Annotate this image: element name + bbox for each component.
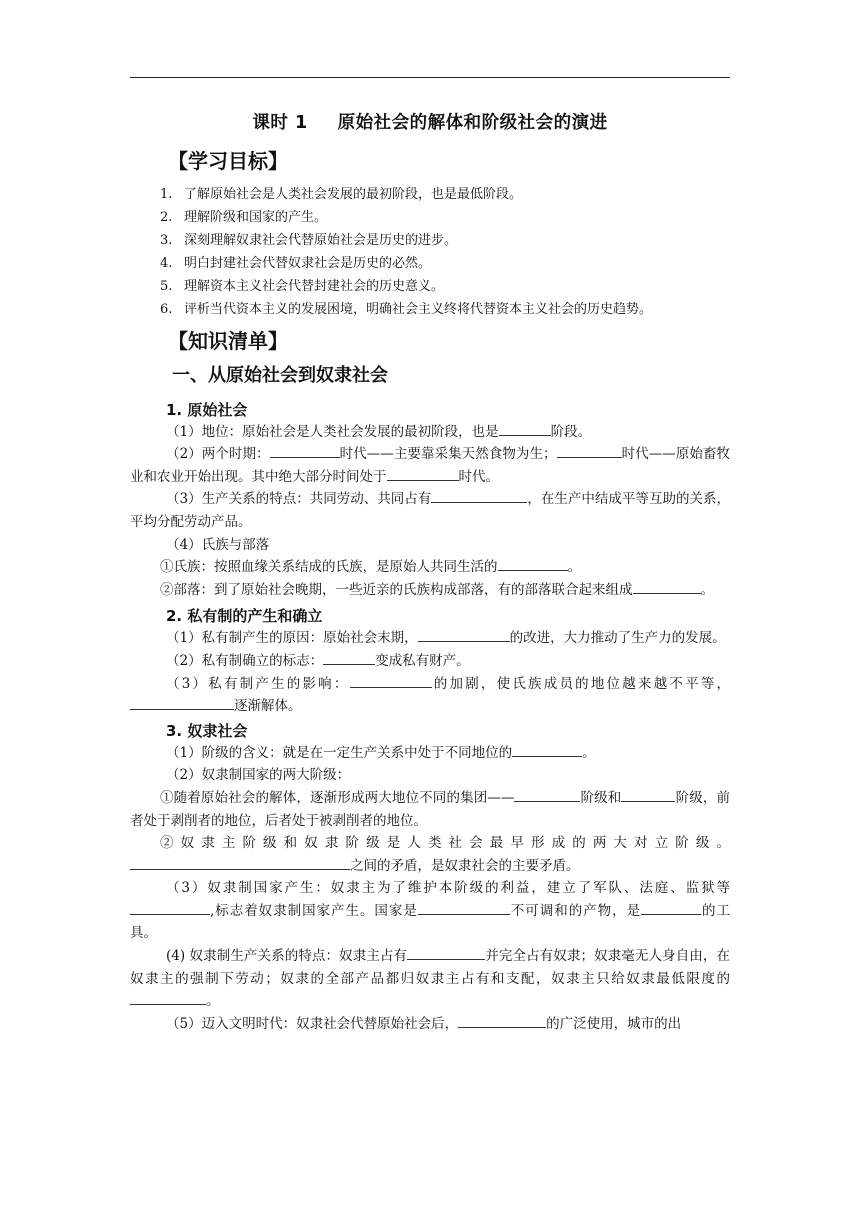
fill-blank[interactable] bbox=[270, 443, 340, 458]
fill-blank[interactable] bbox=[418, 900, 510, 915]
paragraph: ①随着原始社会的解体，逐渐形成两大地位不同的集团—— 阶级和 阶级，前者处于剥削者的地位，后者处于被剥削者的地位。 bbox=[130, 787, 730, 832]
subsection-heading: 3. 奴隶社会 bbox=[166, 721, 248, 740]
fill-blank[interactable] bbox=[514, 787, 580, 802]
lesson-title: 课时 1 原始社会的解体和阶级社会的演进 bbox=[252, 113, 608, 133]
fill-blank[interactable] bbox=[130, 900, 210, 915]
list-item: 1. 了解原始社会是人类社会发展的最初阶段，也是最低阶段。 bbox=[160, 186, 523, 202]
fill-blank[interactable] bbox=[387, 466, 459, 481]
header-rule bbox=[130, 77, 730, 78]
paragraph: （3）奴隶制国家产生：奴隶主为了维护本阶级的利益，建立了军队、法庭、监狱等,标志着奴隶制国家产生。国家是 不可调和的产物，是 的工具。 bbox=[130, 880, 731, 942]
fill-blank[interactable] bbox=[130, 990, 206, 1005]
fill-blank[interactable] bbox=[633, 579, 701, 594]
part-heading: 一、从原始社会到奴隶社会 bbox=[172, 364, 388, 386]
list-item: 5. 理解资本主义社会代替封建社会的历史意义。 bbox=[160, 278, 445, 294]
fill-blank[interactable] bbox=[621, 787, 675, 802]
paragraph: （4）氏族与部落 bbox=[166, 536, 270, 553]
fill-blank[interactable] bbox=[498, 556, 568, 571]
paragraph: （3）私有制产生的影响： 的加剧，使氏族成员的地位越来越不平等，逐渐解体。 bbox=[130, 673, 730, 718]
fill-blank[interactable] bbox=[130, 855, 350, 870]
knowledge-heading: 【知识清单】 bbox=[168, 328, 288, 353]
document-body bbox=[130, 112, 730, 1035]
paragraph: ② 奴 隶 主 阶 级 和 奴 隶 阶 级 是 人 类 社 会 最 早 形 成 的 两 大 对 立 阶 级 。之间的矛盾，是奴隶社会的主要矛盾。 bbox=[130, 832, 730, 877]
list-item: 2. 理解阶级和国家的产生。 bbox=[160, 209, 328, 225]
fill-blank[interactable] bbox=[350, 673, 432, 688]
fill-blank[interactable] bbox=[407, 945, 485, 960]
paragraph: ①氏族：按照血缘关系结成的氏族，是原始人共同生活的 。 bbox=[130, 556, 730, 579]
fill-blank[interactable] bbox=[458, 1013, 546, 1028]
fill-blank[interactable] bbox=[323, 650, 375, 665]
goals-heading: 【学习目标】 bbox=[168, 148, 288, 173]
paragraph: （5）迈入文明时代：奴隶社会代替原始社会后， 的广泛使用，城市的出 bbox=[130, 1013, 730, 1036]
paragraph: (4) 奴隶制生产关系的特点：奴隶主占有 并完全占有奴隶；奴隶毫无人身自由，在奴隶主的强制下劳动；奴隶的全部产品都归奴隶主占有和支配，奴隶主只给奴隶最低限度的。 bbox=[130, 945, 730, 1013]
paragraph: ②部落：到了原始社会晚期，一些近亲的氏族构成部落，有的部落联合起来组成 。 bbox=[130, 579, 730, 602]
list-item: 4. 明白封建社会代替奴隶社会是历史的必然。 bbox=[160, 255, 432, 271]
paragraph: （1）阶级的含义：就是在一定生产关系中处于不同地位的 。 bbox=[130, 742, 730, 765]
list-item: 3. 深刻理解奴隶社会代替原始社会是历史的进步。 bbox=[160, 232, 458, 248]
paragraph: （2）私有制确立的标志： 变成私有财产。 bbox=[130, 650, 730, 673]
fill-blank[interactable] bbox=[431, 488, 527, 503]
subsection-heading: 1. 原始社会 bbox=[166, 400, 248, 419]
paragraph: （1）私有制产生的原因：原始社会末期， 的改进，大力推动了生产力的发展。 bbox=[130, 627, 730, 650]
fill-blank[interactable] bbox=[418, 627, 510, 642]
fill-blank[interactable] bbox=[512, 742, 582, 757]
paragraph: （3）生产关系的特点：共同劳动、共同占有 ，在生产中结成平等互助的关系，平均分配劳动产品。 bbox=[130, 488, 730, 533]
fill-blank[interactable] bbox=[641, 900, 701, 915]
fill-blank[interactable] bbox=[557, 443, 622, 458]
list-item: 6. 评析当代资本主义的发展困境，明确社会主义终将代替资本主义社会的历史趋势。 bbox=[160, 301, 653, 317]
goals-list bbox=[130, 183, 730, 321]
paragraph: （1）地位：原始社会是人类社会发展的最初阶段，也是 阶段。 bbox=[130, 421, 730, 444]
paragraph: （2）奴隶制国家的两大阶级： bbox=[166, 767, 351, 784]
fill-blank[interactable] bbox=[130, 695, 234, 710]
subsection-heading: 2. 私有制的产生和确立 bbox=[166, 607, 323, 626]
paragraph: （2）两个时期： 时代——主要靠采集天然食物为生； 时代——原始畜牧业和农业开始出现。其中绝大部分时间处于 时代。 bbox=[130, 443, 730, 488]
fill-blank[interactable] bbox=[499, 421, 551, 436]
